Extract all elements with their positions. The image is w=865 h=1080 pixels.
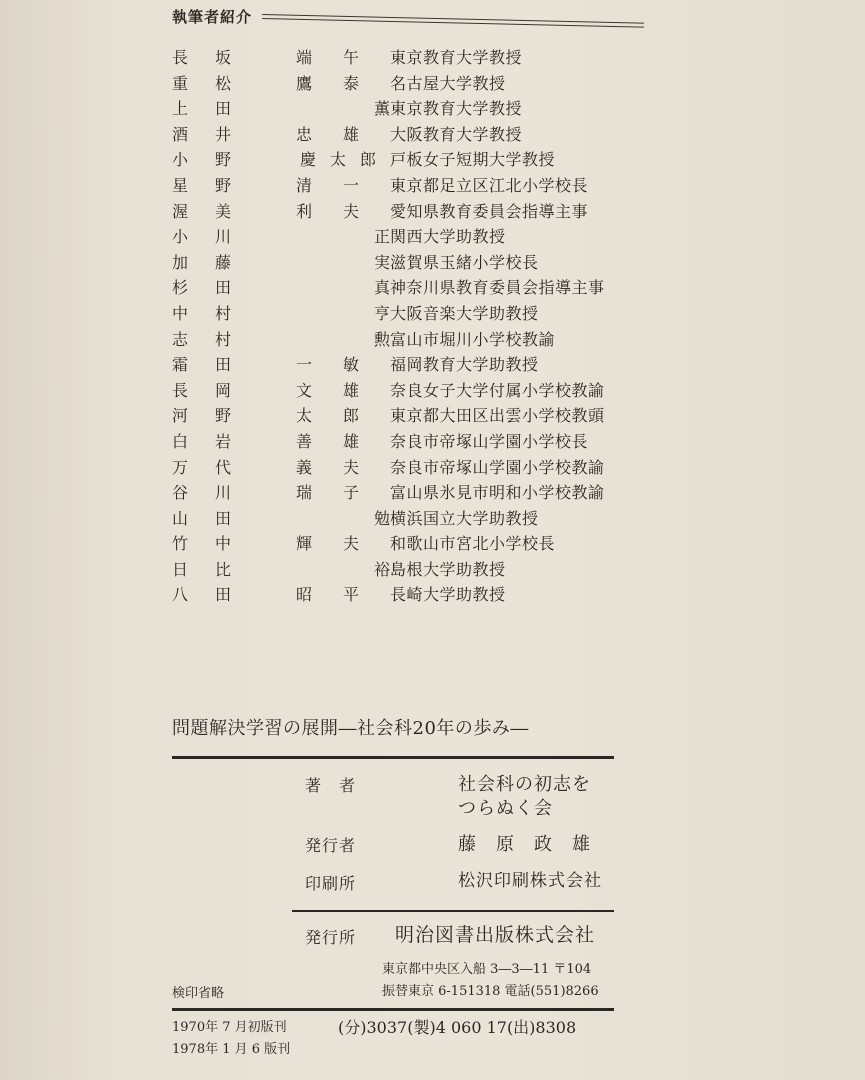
- family-name-char-2: 田: [215, 585, 232, 605]
- given-name: 真: [373, 278, 390, 298]
- affiliation: 長崎大学助教授: [390, 585, 506, 605]
- given-name: 利夫: [295, 201, 390, 221]
- contributor-row: [172, 200, 652, 226]
- affiliation: 奈良女子大学付属小学校教諭: [390, 380, 605, 400]
- family-name-char-2: 村: [215, 303, 232, 323]
- family-name-char-1: 小: [172, 150, 189, 170]
- affiliation: 東京教育大学教授: [390, 99, 523, 119]
- transfer-phone: 振替東京 6-151318 電話(551)8266: [382, 984, 599, 999]
- contributor-row: [172, 583, 652, 609]
- affiliation: 滋賀県玉緒小学校長: [390, 252, 539, 272]
- given-name: 勉: [373, 508, 390, 528]
- given-name: 忠雄: [295, 124, 390, 144]
- family-name-char-1: 河: [172, 406, 189, 426]
- contributor-row: [172, 353, 652, 379]
- first-edition: 1970年 7 月初版刊: [172, 1020, 287, 1035]
- title-rule: [172, 756, 614, 759]
- family-name-char-2: 比: [215, 559, 232, 579]
- given-name: 鷹泰: [295, 73, 390, 93]
- contributor-row: [172, 481, 652, 507]
- contributor-row: [172, 225, 652, 251]
- given-name: 端午: [295, 48, 390, 67]
- family-name-char-2: 藤: [215, 252, 232, 272]
- given-name: 善雄: [295, 431, 390, 451]
- contributor-row: [172, 558, 652, 584]
- given-name: 裕: [373, 559, 390, 579]
- family-name-char-2: 田: [215, 99, 232, 119]
- affiliation: 島根大学助教授: [390, 559, 506, 579]
- affiliation: 福岡教育大学助教授: [390, 355, 539, 375]
- family-name-char-1: 竹: [172, 534, 189, 554]
- given-name: 文雄: [295, 380, 390, 400]
- affiliation: 大阪音楽大学助教授: [390, 303, 539, 323]
- family-name-char-1: 万: [172, 457, 189, 477]
- seal-omitted: 検印省略: [172, 986, 225, 1001]
- printer-label: 印刷所: [305, 874, 357, 893]
- affiliation: 富山市堀川小学校教諭: [390, 329, 556, 349]
- family-name-char-1: 長: [172, 380, 189, 400]
- affiliation: 戸板女子短期大学教授: [390, 150, 556, 170]
- contributor-row: [172, 302, 652, 328]
- publisher: 明治図書出版株式会社: [395, 924, 596, 946]
- contributor-row: [172, 46, 652, 72]
- affiliation: 奈良市帝塚山学園小学校長: [390, 431, 589, 451]
- family-name-char-2: 川: [215, 227, 232, 247]
- given-name: 薫: [373, 99, 390, 119]
- publisher-rule: [292, 910, 614, 912]
- bottom-rule: [172, 1008, 614, 1011]
- affiliation: 奈良市帝塚山学園小学校教諭: [390, 457, 605, 477]
- contributor-row: [172, 72, 652, 98]
- family-name-char-1: 星: [172, 175, 189, 195]
- publisher-label: 発行所: [305, 928, 357, 947]
- affiliation: 名古屋大学教授: [390, 73, 506, 93]
- contributor-row: [172, 456, 652, 482]
- given-name: 一敏: [295, 355, 390, 375]
- affiliation: 愛知県教育委員会指導主事: [390, 201, 589, 221]
- contributor-row: [172, 532, 652, 558]
- given-name: 太郎: [295, 406, 390, 426]
- family-name-char-1: 志: [172, 329, 189, 349]
- family-name-char-2: 坂: [215, 48, 232, 67]
- contributor-row: [172, 148, 652, 174]
- family-name-char-1: 日: [172, 559, 189, 579]
- family-name-char-1: 酒: [172, 124, 189, 144]
- family-name-char-1: 谷: [172, 483, 189, 503]
- affiliation: 神奈川県教育委員会指導主事: [390, 278, 605, 298]
- given-name: 実: [373, 252, 390, 272]
- family-name-char-2: 野: [215, 406, 232, 426]
- publisher-person: 藤 原 政 雄: [458, 834, 591, 855]
- address: 東京都中央区入船 3―3―11 〒104: [382, 962, 592, 977]
- contributor-row: [172, 507, 652, 533]
- contributor-row: [172, 174, 652, 200]
- family-name-char-1: 霜: [172, 355, 189, 375]
- given-name: 輝夫: [295, 534, 390, 554]
- contributor-row: [172, 251, 652, 277]
- contributor-row: [172, 404, 652, 430]
- family-name-char-1: 渥: [172, 201, 189, 221]
- family-name-char-1: 加: [172, 252, 189, 272]
- affiliation: 和歌山市宮北小学校長: [390, 534, 556, 554]
- given-name: 昭平: [295, 585, 390, 605]
- sixth-edition: 1978年 1 月 6 版刊: [172, 1042, 291, 1057]
- contributor-row: [172, 430, 652, 456]
- contributor-row: [172, 328, 652, 354]
- contributor-row: [172, 97, 652, 123]
- contributor-row: [172, 276, 652, 302]
- author-line1: 社会科の初志を: [458, 774, 591, 795]
- family-name-char-2: 岡: [215, 380, 232, 400]
- family-name-char-2: 美: [215, 201, 232, 221]
- family-name-char-1: 白: [172, 431, 189, 451]
- affiliation: 富山県氷見市明和小学校教諭: [390, 483, 605, 503]
- affiliation: 東京都大田区出雲小学校教頭: [390, 406, 605, 426]
- contributors-header: 執筆者紹介: [172, 8, 253, 26]
- family-name-char-2: 野: [215, 175, 232, 195]
- affiliation: 大阪教育大学教授: [390, 124, 523, 144]
- family-name-char-2: 岩: [215, 431, 232, 451]
- contributor-row: [172, 123, 652, 149]
- book-title: 問題解決学習の展開―社会科20年の歩み―: [172, 718, 529, 739]
- affiliation: 関西大学助教授: [390, 227, 506, 247]
- family-name-char-2: 川: [215, 483, 232, 503]
- family-name-char-1: 小: [172, 227, 189, 247]
- family-name-char-2: 松: [215, 73, 232, 93]
- affiliation: 横浜国立大学助教授: [390, 508, 539, 528]
- catalog-codes: (分)3037(製)4 060 17(出)8308: [338, 1018, 577, 1037]
- family-name-char-1: 山: [172, 508, 189, 528]
- family-name-char-2: 井: [215, 124, 232, 144]
- given-name: 清一: [295, 175, 390, 195]
- given-name: 瑞子: [295, 483, 390, 503]
- given-name: 勲: [373, 329, 390, 349]
- affiliation: 東京都足立区江北小学校長: [390, 175, 589, 195]
- contributor-row: [172, 379, 652, 405]
- family-name-char-2: 田: [215, 355, 232, 375]
- family-name-char-1: 重: [172, 73, 189, 93]
- printer: 松沢印刷株式会社: [458, 871, 602, 891]
- family-name-char-2: 野: [215, 150, 232, 170]
- given-name: 亨: [373, 303, 390, 323]
- family-name-char-1: 八: [172, 585, 189, 605]
- given-name: 慶太郎: [299, 150, 390, 170]
- family-name-char-2: 中: [215, 534, 232, 554]
- family-name-char-1: 上: [172, 99, 189, 119]
- family-name-char-1: 中: [172, 303, 189, 323]
- family-name-char-2: 代: [215, 457, 232, 477]
- contributors-list: [172, 46, 652, 609]
- family-name-char-1: 杉: [172, 278, 189, 298]
- affiliation: 東京教育大学教授: [390, 48, 523, 67]
- family-name-char-2: 田: [215, 278, 232, 298]
- author-label: 著 者: [305, 776, 357, 795]
- family-name-char-1: 長: [172, 48, 189, 67]
- publisher-person-label: 発行者: [305, 836, 357, 855]
- given-name: 正: [373, 227, 390, 247]
- family-name-char-2: 田: [215, 508, 232, 528]
- family-name-char-2: 村: [215, 329, 232, 349]
- author-line2: つらぬく会: [458, 798, 553, 819]
- given-name: 義夫: [295, 457, 390, 477]
